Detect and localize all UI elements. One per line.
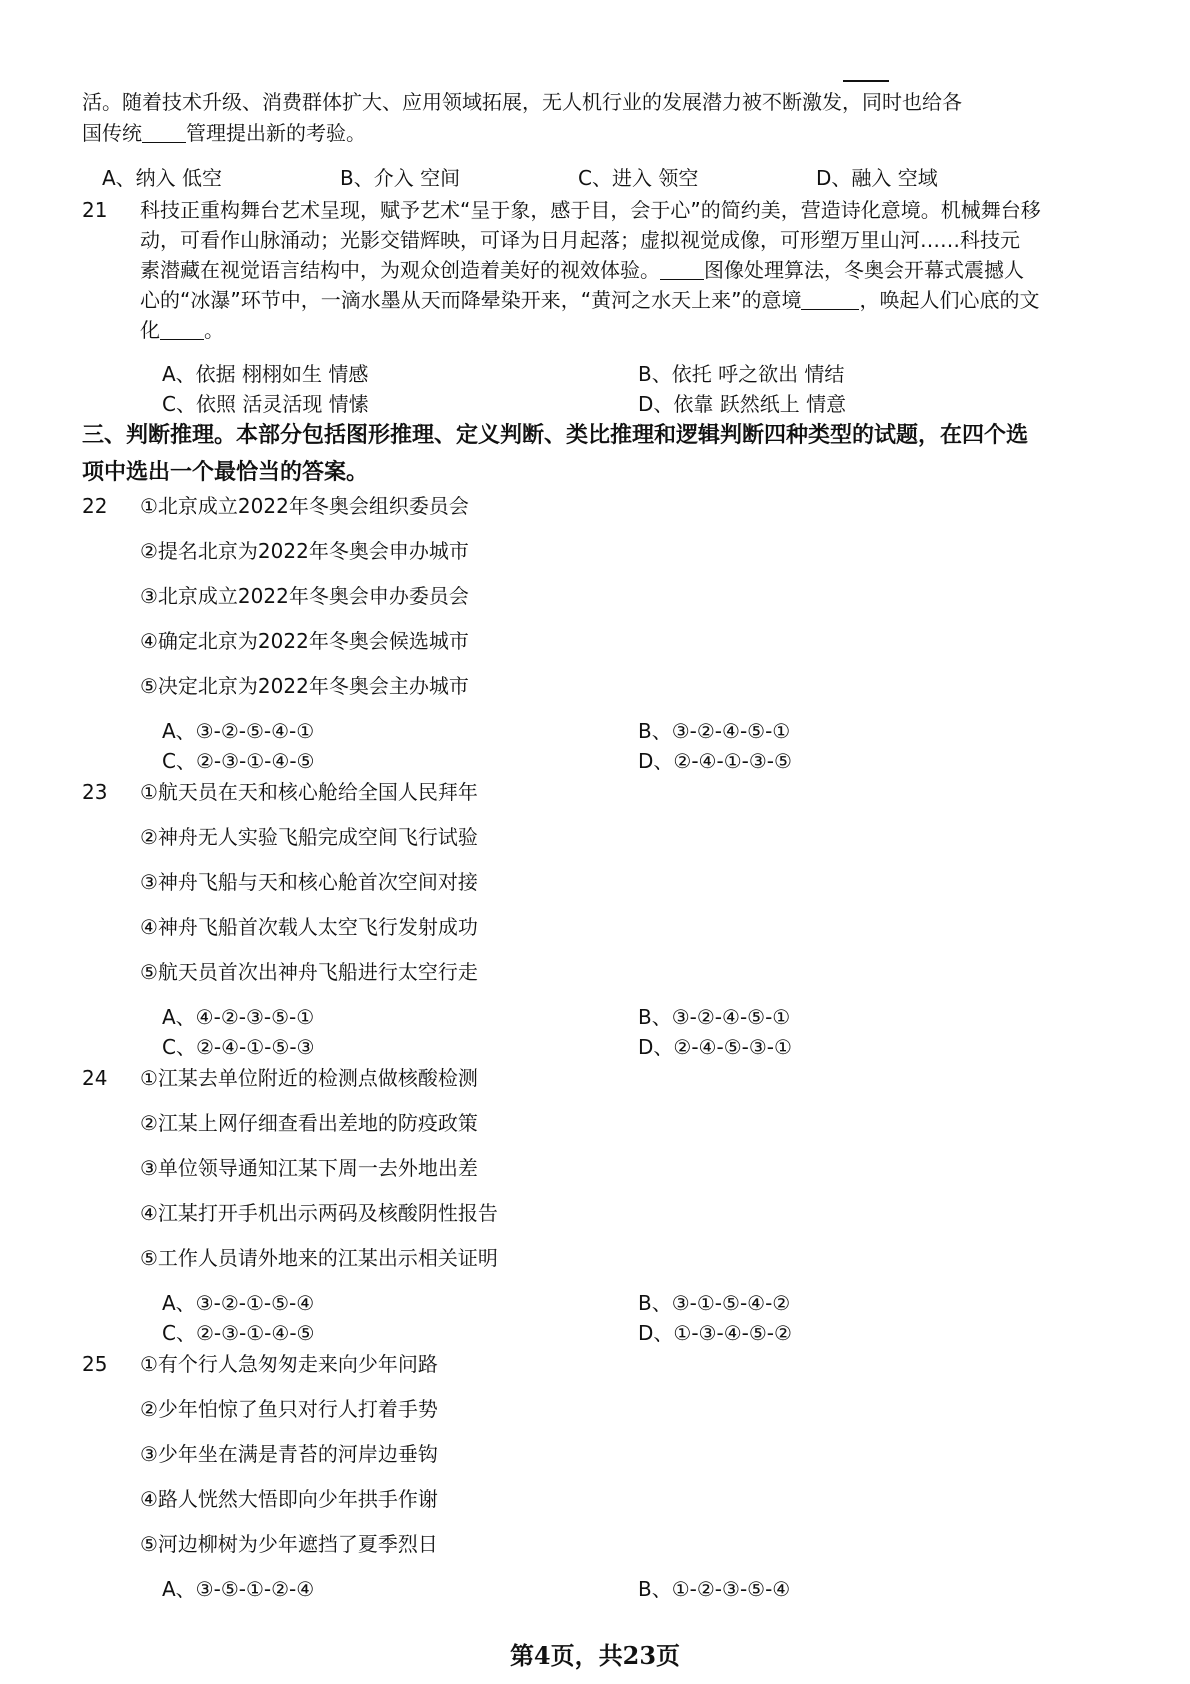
question-number: 25	[82, 1352, 108, 1376]
answer-blank-top	[843, 80, 889, 82]
q20-text-line2-end: 管理提出新的考验。	[186, 121, 366, 145]
q24-statement-4: ④江某打开手机出示两码及核酸阴性报告	[140, 1201, 498, 1225]
q23-option-d: D、②-④-⑤-③-①	[638, 1035, 792, 1059]
q25-statement-4: ④路人恍然大悟即向少年拱手作谢	[140, 1487, 438, 1511]
q21-text-line5-start: 化	[140, 318, 160, 342]
fill-blank	[142, 122, 186, 143]
q23-statement-2: ②神舟无人实验飞船完成空间飞行试验	[140, 825, 478, 849]
q22-option-b: B、③-②-④-⑤-①	[638, 719, 791, 743]
q24-option-d: D、①-③-④-⑤-②	[638, 1321, 792, 1345]
q25-statement-1: ①有个行人急匆匆走来向少年问路	[140, 1352, 438, 1376]
q25-option-b: B、①-②-③-⑤-④	[638, 1577, 791, 1601]
q21-text-line3-end: 图像处理算法，冬奥会开幕式震撼人	[704, 258, 1024, 282]
q21-text-line5	[140, 315, 224, 345]
q21-text-line2: 动，可看作山脉涌动；光影交错辉映，可译为日月起落；虚拟视觉成像，可形塑万里山河……科技元	[140, 228, 1020, 252]
q20-option-a: A、纳入 低空	[102, 166, 223, 190]
q21-text-line5-end: 。	[204, 318, 224, 342]
q22-statement-5: ⑤决定北京为2022年冬奥会主办城市	[140, 674, 469, 698]
q21-text-line3	[140, 255, 1024, 285]
q22-option-d: D、②-④-①-③-⑤	[638, 749, 792, 773]
q24-statement-1: ①江某去单位附近的检测点做核酸检测	[140, 1066, 478, 1090]
q22-option-a: A、③-②-⑤-④-①	[162, 719, 315, 743]
section-heading: 三、判断推理。本部分包括图形推理、定义判断、类比推理和逻辑判断四种类型的试题，在四个选	[82, 423, 1029, 448]
q21-text-line4-start: 心的“冰瀑”环节中，一滴水墨从天而降晕染开来，“黄河之水天上来”的意境	[140, 288, 802, 312]
question-number: 21	[82, 198, 108, 222]
q24-option-b: B、③-①-⑤-④-②	[638, 1291, 791, 1315]
question-number: 23	[82, 780, 108, 804]
q24-statement-2: ②江某上网仔细查看出差地的防疫政策	[140, 1111, 478, 1135]
q23-statement-3: ③神舟飞船与天和核心舱首次空间对接	[140, 870, 478, 894]
q21-option-d: D、依靠 跃然纸上 情意	[638, 392, 847, 416]
q21-text-line1: 科技正重构舞台艺术呈现，赋予艺术“呈于象，感于目，会于心”的简约美，营造诗化意境。机械舞台移	[140, 198, 1041, 222]
q24-option-a: A、③-②-①-⑤-④	[162, 1291, 315, 1315]
q21-option-c: C、依照 活灵活现 情愫	[162, 392, 369, 416]
question-number: 24	[82, 1066, 108, 1090]
q21-option-b: B、依托 呼之欲出 情结	[638, 362, 845, 386]
q21-text-line3-start: 素潜藏在视觉语言结构中，为观众创造着美好的视效体验。	[140, 258, 660, 282]
q21-text-line4-end: ，唤起人们心底的文	[859, 288, 1040, 312]
fill-blank	[160, 319, 204, 340]
q22-statement-3: ③北京成立2022年冬奥会申办委员会	[140, 584, 469, 608]
q22-statement-2: ②提名北京为2022年冬奥会申办城市	[140, 539, 469, 563]
q23-option-c: C、②-④-①-⑤-③	[162, 1035, 315, 1059]
q20-option-b: B、介入 空间	[340, 166, 461, 190]
question-number: 22	[82, 494, 108, 518]
q20-option-d: D、融入 空域	[816, 166, 938, 190]
q20-option-c: C、进入 领空	[578, 166, 699, 190]
q23-statement-5: ⑤航天员首次出神舟飞船进行太空行走	[140, 960, 478, 984]
q24-option-c: C、②-③-①-④-⑤	[162, 1321, 315, 1345]
q25-option-a: A、③-⑤-①-②-④	[162, 1577, 315, 1601]
q22-statement-4: ④确定北京为2022年冬奥会候选城市	[140, 629, 469, 653]
fill-blank	[660, 259, 704, 280]
q23-option-a: A、④-②-③-⑤-①	[162, 1005, 315, 1029]
q25-statement-2: ②少年怕惊了鱼只对行人打着手势	[140, 1397, 438, 1421]
q22-statement-1: ①北京成立2022年冬奥会组织委员会	[140, 494, 469, 518]
q21-option-a: A、依据 栩栩如生 情感	[162, 362, 369, 386]
q25-statement-5: ⑤河边柳树为少年遮挡了夏季烈日	[140, 1532, 438, 1556]
q25-statement-3: ③少年坐在满是青苔的河岸边垂钩	[140, 1442, 438, 1466]
q24-statement-5: ⑤工作人员请外地来的江某出示相关证明	[140, 1246, 498, 1270]
q20-text-line2-start: 国传统	[82, 121, 142, 145]
q23-option-b: B、③-②-④-⑤-①	[638, 1005, 791, 1029]
section-heading-line2: 项中选出一个最恰当的答案。	[82, 460, 369, 485]
q23-statement-4: ④神舟飞船首次载人太空飞行发射成功	[140, 915, 478, 939]
q20-text-line2	[82, 118, 366, 148]
q24-statement-3: ③单位领导通知江某下周一去外地出差	[140, 1156, 478, 1180]
q21-text-line4	[140, 285, 1039, 315]
q22-option-c: C、②-③-①-④-⑤	[162, 749, 315, 773]
q23-statement-1: ①航天员在天和核心舱给全国人民拜年	[140, 780, 478, 804]
fill-blank	[801, 289, 859, 310]
q20-text-line1: 活。随着技术升级、消费群体扩大、应用领域拓展，无人机行业的发展潜力被不断激发，同时也给各	[82, 90, 962, 114]
page-footer: 第4页，共23页	[509, 1641, 681, 1670]
